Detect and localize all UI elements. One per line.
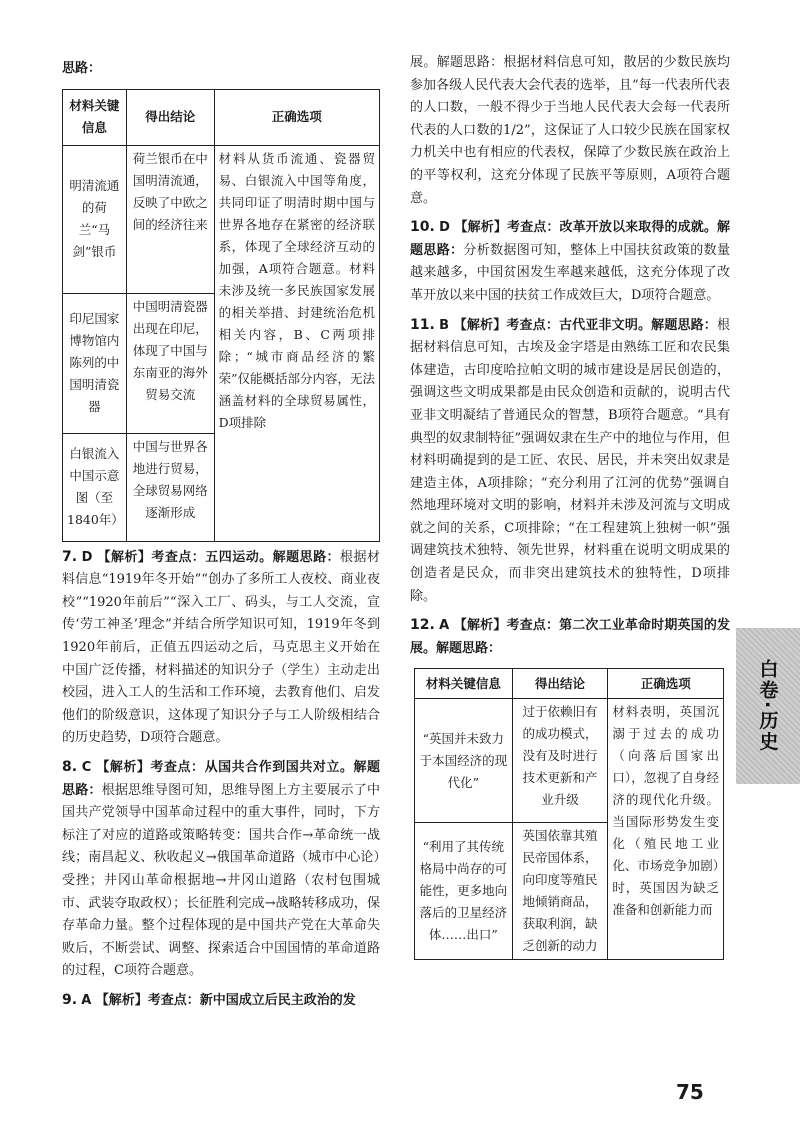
table2-answer: 材料表明，英国沉溺于过去的成功（向落后国家出口），忽视了自身经济的现代化升级。当国际形势发生变化（殖民地工业化、市场竞争加剧）时，英国因为缺乏准备和创新能力而 [608,699,724,960]
q7-head: D 【解析】考查点：五四运动。解题思路： [81,549,341,565]
q12-number: 12. [410,617,435,634]
table1-header-1: 材料关键信息 [63,89,127,145]
right-column [410,0,730,960]
q8-number: 8. [62,758,78,775]
answer-7 [62,546,380,750]
answer-9-continued: 展。解题思路：根据材料信息可知，散居的少数民族均参加各级人民代表大会代表的选举，且“每一代表所代表的人口数，一般不得少于当地人民代表大会每一代表所代表的人口数的1/2”，这保证了人口较少民族在国家权力机关中也有相应的代表权，保障了少数民族在政治上的平等权利，这充分体现了民族平等原则，A项符合题意。 [410,55,730,206]
table1-answer: 材料从货币流通、瓷器贸易、白银流入中国等角度，共同印证了明清时期中国与世界各地存在紧密的经济联系，体现了全球经济互动的加强，A项符合题意。材料未涉及统一多民族国家发展的相关举措、封建统治危机相关内容，B、C两项排除；“城市商品经济的繁荣”仅能概括部分内容，无法涵盖材料的全球贸易属性，D项排除 [214,145,379,541]
table2-row2-key: “利用了其传统格局中尚存的可能性，更多地向落后的卫星经济体……出口” [415,823,513,960]
q10-number: 10. [410,219,435,236]
left-column [62,0,380,1012]
table2-row1-key: “英国并未致力于本国经济的现代化” [415,699,513,823]
analysis-table-1 [62,89,380,542]
answer-11 [410,314,730,609]
table1-row3-conclusion: 中国与世界各地进行贸易，全球贸易网络逐渐形成 [126,433,214,541]
table1-header-3: 正确选项 [214,89,379,145]
q11-body: 根据材料信息可知，古埃及金字塔是由熟练工匠和农民集体建造，古印度哈拉帕文明的城市建设是居民创造的，强调这些文明成果都是由民众创造和贡献的，说明古代亚非文明凝结了普通民众的智慧，B项符合题意。“具有典型的奴隶制特征”强调奴隶在生产中的地位与作用，但材料明确提到的是工匠、农民、居民，并未突出奴隶是建造主体，A项排除；“充分利用了江河的优势”强调自然地理环境对文明的影响，材料并未涉及河流与文明成就之间的关系，C项排除；“在工程建筑上独树一帜”强调建筑技术独特、领先世界，材料重在说明文明成果的创造者是民众，而非突出建筑技术的独特性，D项排除。 [410,317,730,604]
q8-body: 根据思维导图可知，思维导图上方主要展示了中国共产党领导中国革命过程中的重大事件，同时，下方标注了对应的道路或策略转变：国共合作→革命统一战线；南昌起义、秋收起义→俄国革命道路（城市中心论）受挫；井冈山革命根据地→井冈山道路（农村包围城市、武装夺取政权）；长征胜利完成→战略转移成功，保存革命力量。整个过程体现的是中国共产党在大革命失败后，不断尝试、调整、探索适合中国国情的革命道路的过程，C项符合题意。 [62,782,380,979]
q7-body: 根据材料信息“1919年冬开始”“创办了多所工人夜校、商业夜校”“1920年前后”“深入工厂、码头，与工人交流，宣传‘劳工神圣’理念”并结合所学知识可知，1919年冬到1920年前后，正值五四运动之后，马克思主义开始在中国广泛传播，材料描述的知识分子（学生）主动走出校园，进入工人的生活和工作环境，去教育他们、启发他们的阶级意识，这体现了知识分子与工人阶级相结合的历史趋势，D项符合题意。 [62,549,380,746]
answer-12 [410,614,730,660]
subject-side-tab [736,628,800,784]
side-tab-label: 白卷·历史 [756,659,779,753]
q8-head: C 【解析】考查点：从国共合作到国共对立。解题思路： [62,759,380,798]
q9-head: A 【解析】考查点：新中国成立后民主政治的发 [81,992,356,1008]
table2-row1-conclusion: 过于依赖旧有的成功模式，没有及时进行技术更新和产业升级 [512,699,608,823]
q10-body: 分析数据图可知，整体上中国扶贫政策的数量越来越多，中国贫困发生率越来越低，这充分体现了改革开放以来中国的扶贫工作成效巨大，D项符合题意。 [410,242,730,303]
thinking-label: 思路： [62,61,102,76]
table2-header-2: 得出结论 [512,669,608,699]
q7-number: 7. [62,548,78,565]
q11-head: B 【解析】考查点：古代亚非文明。解题思路： [439,317,717,333]
table2-row2-conclusion: 英国依靠其殖民帝国体系，向印度等殖民地倾销商品，获取利润，缺乏创新的动力 [512,823,608,960]
answer-9 [62,989,380,1013]
table2-header-3: 正确选项 [608,669,724,699]
answer-8 [62,756,380,983]
table1-row1-key: 明清流通的荷兰“马剑”银币 [63,145,127,293]
page-number: 75 [676,1080,704,1104]
q12-head: A 【解析】考查点：第二次工业革命时期英国的发展。解题思路： [410,618,730,656]
answer-10 [410,216,730,307]
table1-row2-key: 印尼国家博物馆内陈列的中国明清瓷器 [63,293,127,433]
table1-header-2: 得出结论 [126,89,214,145]
analysis-table-2 [414,668,724,960]
q9-number: 9. [62,991,78,1008]
table2-header-1: 材料关键信息 [415,669,513,699]
table1-row2-conclusion: 中国明清瓷器出现在印尼，体现了中国与东南亚的海外贸易交流 [126,293,214,433]
table1-row1-conclusion: 荷兰银币在中国明清流通，反映了中欧之间的经济往来 [126,145,214,293]
table1-row3-key: 白银流入中国示意图（至1840年） [63,433,127,541]
q10-head: D 【解析】考查点：改革开放以来取得的成就。解题思路： [410,220,730,258]
q11-number: 11. [410,316,435,333]
